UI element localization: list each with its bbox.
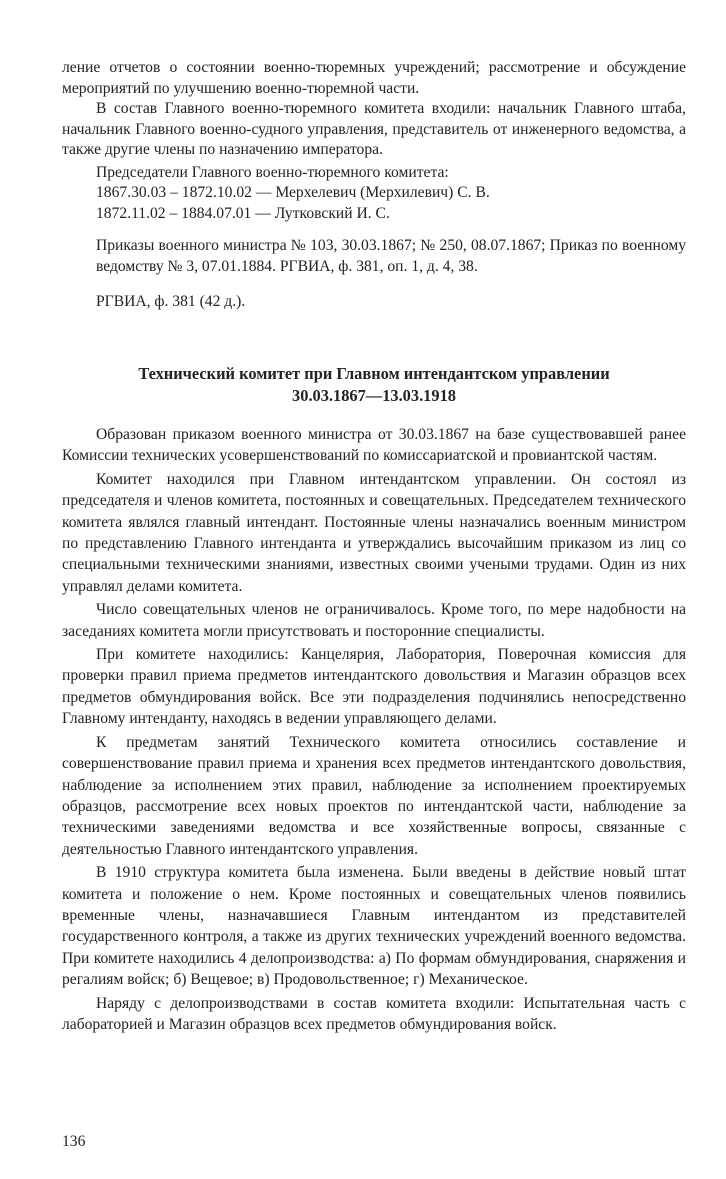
section-paragraph: Наряду с делопроизводствами в состав комитета входили: Испытательная часть с лабораторией и Магазин образцов всех предметов обмундирования войск.: [62, 994, 686, 1033]
composition-paragraph: В состав Главного военно-тюремного комитета входили: начальник Главного штаба, начальник Главного военно-судного управления, представитель от инженерного ведомства, а также другие члены по назначению императора.: [62, 100, 686, 158]
chairman-entry: 1867.30.03 – 1872.10.02 — Мерхелевич (Мерхилевич) С. В.: [96, 184, 490, 201]
section-body: [62, 424, 686, 1035]
section-paragraph: Число совещательных членов не ограничивалось. Кроме того, по мере надобности на заседаниях комитета могли присутствовать и посторонние специалисты.: [62, 601, 686, 640]
archive-reference: РГВИА, ф. 381 (42 д.).: [96, 293, 246, 310]
chairmen-heading: Председатели Главного военно-тюремного комитета:: [96, 163, 449, 181]
section-paragraph: Комитет находился при Главном интендантском управлении. Он состоял из председателя и членов комитета, постоянных и совещательных. Председателем технического комитета являлся главный интендант. Постоянные члены назначались военным министром по представлению Главного интенданта и утверждались высочайшим приказом из лиц со специальными техническими знаниями, известных своими учеными трудами. Один из них управлял делами комитета.: [62, 470, 686, 595]
section-title-line1: Технический комитет при Главном интендантском управлении: [138, 364, 610, 383]
chairman-entry: 1872.11.02 – 1884.07.01 — Лутковский И. С.: [96, 204, 390, 222]
section-title-dates: 30.03.1867—13.03.1918: [292, 386, 456, 405]
section-paragraph: К предметам занятий Технического комитета относились составление и совершенствование правил приема и хранения всех предметов интендантского довольствия, наблюдение за исполнением этих правил, наблюдение за исполнением проектируемых образцов, рассмотрение всех новых проектов по интендантской части, наблюдение за техническими заведениями ведомства и все хозяйственные вопросы, связанные с деятельностью Главного интендантского управления.: [62, 733, 686, 858]
continuation-paragraph: ление отчетов о состоянии военно-тюремных учреждений; рассмотрение и обсуждение мероприятий по улучшению военно-тюремной части.: [62, 59, 686, 97]
section-paragraph: При комитете находились: Канцелярия, Лаборатория, Поверочная комиссия для проверки правил приема предметов интендантского довольствия и Магазин образцов всех предметов обмундирования войск. Все эти подразделения подчинялись непосредственно Главному интенданту, находясь в ведении управляющего делами.: [62, 646, 686, 728]
chairmen-block: [62, 163, 686, 225]
sources-paragraph: Приказы военного министра № 103, 30.03.1867; № 250, 08.07.1867; Приказ по военному ведомству № 3, 07.01.1884. РГВИА, ф. 381, оп. 1, д. 4, 38.: [96, 237, 686, 275]
section-title: [62, 363, 686, 407]
top-section: [62, 58, 686, 312]
page-number: 136: [62, 1133, 86, 1150]
section-paragraph: Образован приказом военного министра от 30.03.1867 на базе существовавшей ранее Комиссии технических усовершенствований по комиссариатской и провиантской частям.: [62, 426, 686, 465]
section-paragraph: В 1910 структура комитета была изменена. Были введены в действие новый штат комитета и положение о нем. Кроме постоянных и совещательных членов появились временные члены, назначавшиеся Главным интендантом из представителей государственного контроля, а также из других технических учреждений военного ведомства. При комитете находились 4 делопроизводства: а) По формам обмундирования, снаряжения и регалиям войск; б) Вещевое; в) Продовольственное; г) Механическое.: [62, 864, 686, 989]
